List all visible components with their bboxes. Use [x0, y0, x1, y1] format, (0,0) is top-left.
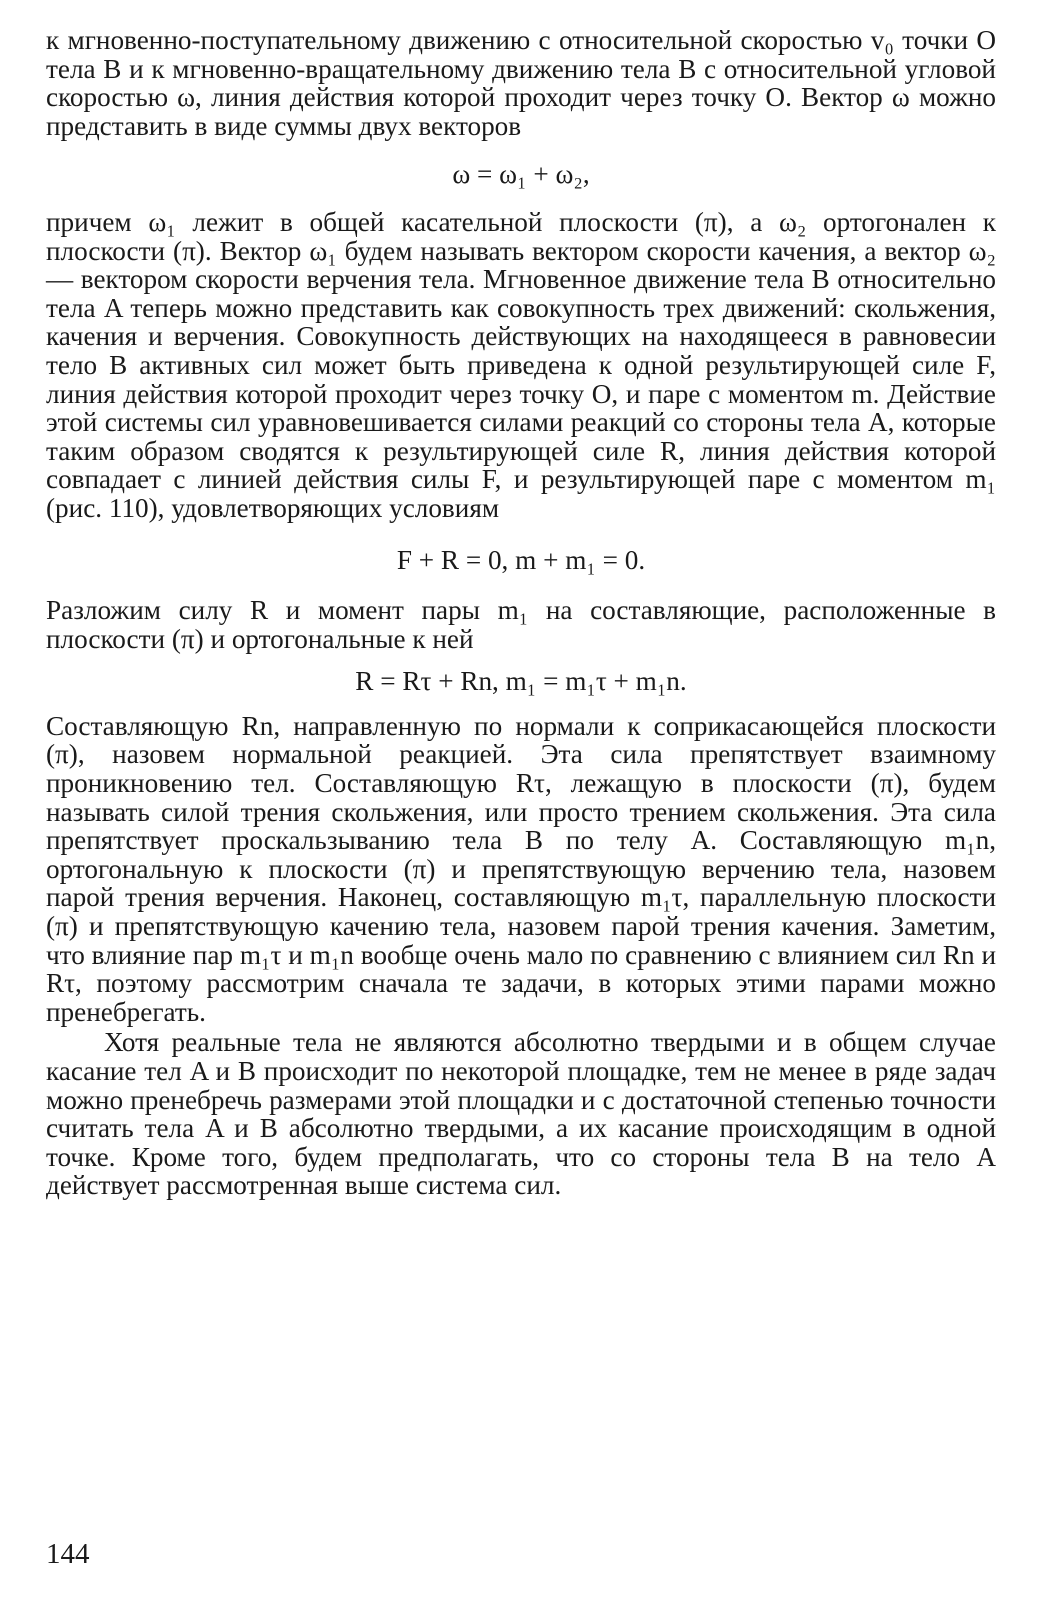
paragraph-2: причем ω₁ лежит в общей касательной плоскости (π), а ω₂ ортогонален к плоскости (π). Вектор ω₁ будем называть вектором скорости качения, а вектор ω₂ — вектором скорости верчения тела. Мгновенное движение тела B относительно тела A теперь можно представить как совокупность трех движений: скольжения, качения и верчения. Совокупность действующих на находящееся в равновесии тело B активных сил может быть приведена к одной результирующей силе F, линия действия которой проходит через точку O, и паре с моментом m. Действие этой системы сил уравновешивается силами реакций со стороны тела A, которые таким образом сводятся к результирующей силе R, линия действия которой совпадает с линией действия силы F, и результирующей паре с моментом m₁ (рис. 110), удовлетворяющих условиям: [46, 206, 996, 523]
paragraph-1: к мгновенно-поступательному движению с относительной скоростью v₀ точки O тела B и к мгновенно-вращательному движению тела B с относительной угловой скоростью ω, линия действия которой проходит через точку O. Вектор ω можно представить в виде суммы двух векторов: [46, 25, 996, 141]
paragraph-3: Разложим силу R и момент пары m₁ на составляющие, расположенные в плоскости (π) и ортогональные к ней: [46, 595, 996, 654]
formula-decomposition: R = Rτ + Rn, m₁ = m₁τ + m₁n.: [355, 666, 687, 697]
formula-equilibrium: F + R = 0, m + m₁ = 0.: [396, 544, 646, 575]
paragraph-5: Хотя реальные тела не являются абсолютно твердыми и в общем случае касание тел A и B происходит по некоторой площадке, тем не менее в ряде задач можно пренебречь размерами этой площадки и с достаточной степенью точности считать тела A и B абсолютно твердыми, а их касание происходящим в одной точке. Кроме того, будем предполагать, что со стороны тела B на тело A действует рассмотренная выше система сил.: [46, 1027, 996, 1201]
paragraph-4: Составляющую Rn, направленную по нормали к соприкасающейся плоскости (π), назовем нормальной реакцией. Эта сила препятствует взаимному проникновению тел. Составляющую Rτ, лежащую в плоскости (π), будем называть силой трения скольжения, или просто трением скольжения. Эта сила препятствует проскальзыванию тела B по телу A. Составляющую m₁n, ортогональную к плоскости (π) и препятствующую верчению тела, назовем парой трения верчения. Наконец, составляющую m₁τ, параллельную плоскости (π) и препятствующую качению тела, назовем парой трения качения. Заметим, что влияние пар m₁τ и m₁n вообще очень мало по сравнению с влиянием сил Rn и Rτ, поэтому рассмотрим сначала те задачи, в которых этими парами можно пренебрегать.: [46, 710, 996, 1027]
page-body: [46, 26, 996, 1200]
formula-omega-sum: ω = ω₁ + ω₂,: [452, 159, 590, 190]
page-number: 144: [46, 1538, 90, 1570]
